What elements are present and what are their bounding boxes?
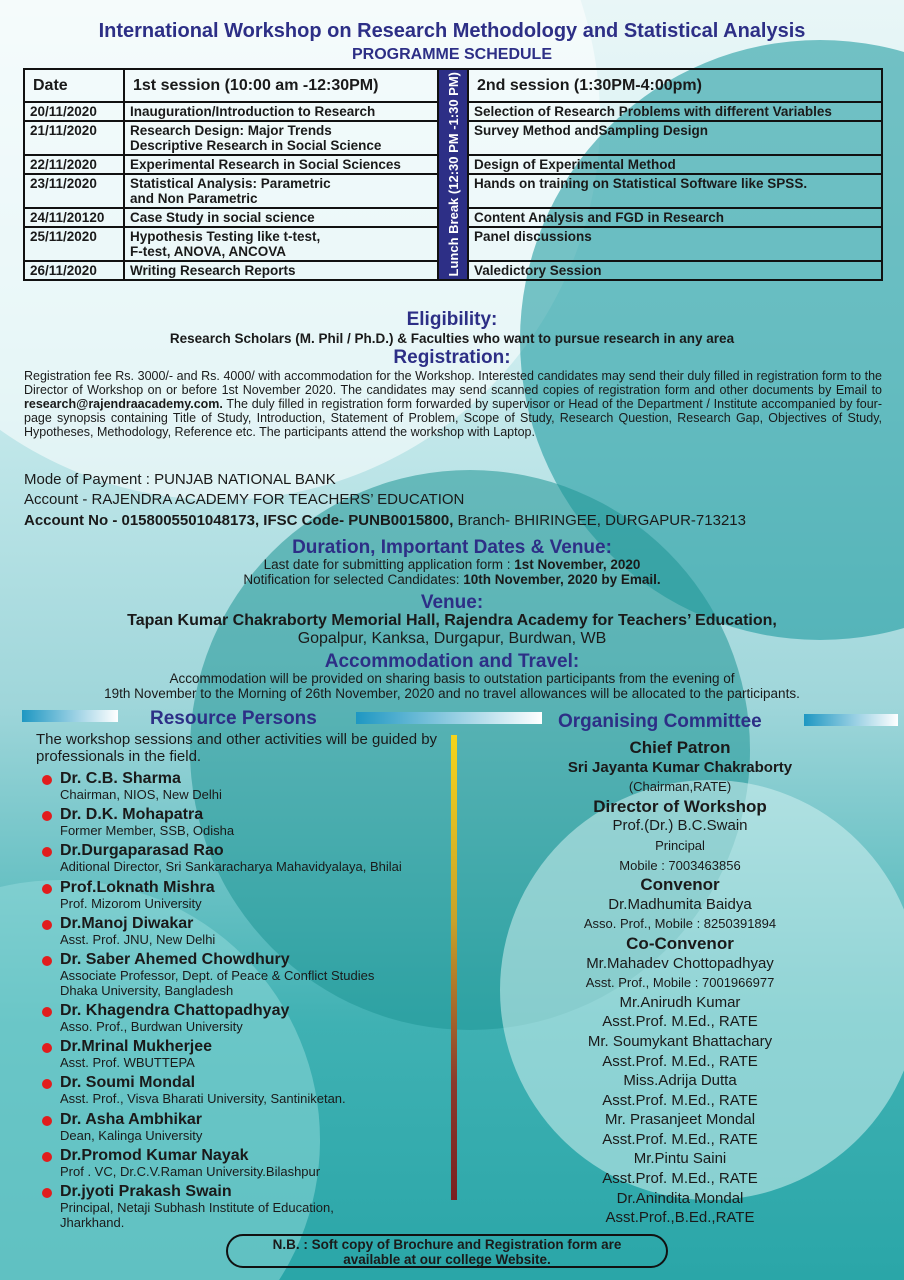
resource-person-designation: Chairman, NIOS, New Delhi [60, 787, 222, 802]
accommodation-line-1: Accommodation will be provided on sharing basis to outstation participants from the evening of [169, 671, 735, 686]
registration-email[interactable]: research@rajendraacademy.com. [24, 397, 223, 411]
resource-persons-list [40, 770, 460, 1234]
schedule-header-row [24, 69, 882, 102]
resource-person-designation: Asst. Prof. JNU, New Delhi [60, 931, 216, 947]
resource-intro: The workshop sessions and other activities will be guided by professionals in the field. [36, 731, 438, 765]
venue-heading: Venue: [420, 592, 484, 613]
session2-topic: Design of Experimental Method [468, 155, 882, 174]
bullet-icon [42, 1007, 52, 1017]
resource-person [40, 1111, 460, 1147]
payment-account-number: Account No - 0158005501048173, IFSC Code- PUNB0015800, Branch- BHIRINGEE, DURGAPUR-713213 [24, 512, 746, 529]
resource-person-name: Dr. Khagendra Chattopadhyay [60, 1001, 290, 1019]
resource-person-designation: Dean, Kalinga University [60, 1127, 203, 1143]
resource-person-name: Dr. Asha Ambhikar [60, 1110, 202, 1128]
resource-person-designation: Former Member, SSB, Odisha [60, 823, 235, 839]
accommodation-line-2: 19th November to the Morning of 26th November, 2020 and no travel allowances will be allocated to the participants. [104, 686, 800, 701]
resource-person-name: Dr.Mrinal Mukherjee [60, 1038, 213, 1056]
registration-heading: Registration: [393, 347, 511, 368]
resource-person [40, 879, 460, 915]
payment-mode: Mode of Payment : PUNJAB NATIONAL BANK [24, 471, 336, 488]
resource-person-designation: Prof . VC, Dr.C.V.Raman University.Bilashpur [60, 1163, 321, 1179]
last-date-line: Last date for submitting application form : 1st November, 2020 [263, 557, 641, 572]
committee-member-line: Miss.Adrija Dutta [623, 1072, 737, 1090]
committee-member-line: Asst.Prof.,B.Ed.,RATE [605, 1209, 755, 1227]
session1-topic: Statistical Analysis: Parametric and Non Parametric [124, 174, 438, 208]
session1-topic: Hypothesis Testing like t-test, F-test, ANOVA, ANCOVA [124, 227, 438, 261]
session2-topic: Valedictory Session [468, 261, 882, 280]
schedule-date: 21/11/2020 [24, 121, 124, 155]
committee-member-line: Sri Jayanta Kumar Chakraborty [567, 758, 793, 776]
resource-person [40, 770, 460, 806]
schedule-table [23, 68, 883, 281]
resource-person [40, 1147, 460, 1183]
resource-person [40, 842, 460, 878]
committee-member-line: Asst.Prof. M.Ed., RATE [602, 1130, 758, 1148]
registration-text: Registration fee Rs. 3000/- and Rs. 4000/ with accommodation for the Workshop. Interested candidates may send their duly filled in registration form to the Director of Workshop on or before 1st November 2020. The candidates may send scanned copies of registration form and other documents by Email to research@rajendraacademy.com. The duly filled in registration form forwarded by supervisor or Head of the Department / Institute accompanied by four-page synopsis containing Title of Study, Introduction, Statement of Problem, Scope of Study, Research Question, Research Gap, Objectives of Study, Hypotheses, Methodology, Reference etc. The participants attend the workshop with Laptop. [24, 369, 882, 439]
resource-person-name: Dr.Promod Kumar Nayak [60, 1146, 249, 1164]
session2-topic: Survey Method andSampling Design [468, 121, 882, 155]
accommodation-heading: Accommodation and Travel: [324, 651, 580, 672]
resource-persons-heading: Resource Persons [150, 708, 317, 729]
schedule-date: 22/11/2020 [24, 155, 124, 174]
resource-person-name: Prof.Loknath Mishra [60, 878, 215, 896]
note-line-2: available at our college Website. [343, 1252, 551, 1267]
committee-member-line: Mr.Anirudh Kumar [619, 993, 741, 1011]
committee-member-line: Dr.Madhumita Baidya [608, 895, 752, 913]
committee-member-line: Asst.Prof. M.Ed., RATE [602, 1170, 758, 1188]
committee-member-line: Principal [655, 837, 705, 853]
notification-line: Notification for selected Candidates: 10th November, 2020 by Email. [243, 572, 661, 587]
bullet-icon [42, 884, 52, 894]
lunch-break-label: Lunch Break (12:30 PM -1:30 PM) [445, 72, 461, 277]
session1-topic: Writing Research Reports [124, 261, 438, 280]
bullet-icon [42, 956, 52, 966]
committee-role: Convenor [640, 875, 720, 895]
resource-person [40, 951, 460, 1002]
committee-member-line: Asst.Prof. M.Ed., RATE [602, 1013, 758, 1031]
bullet-icon [42, 1152, 52, 1162]
bullet-icon [42, 1043, 52, 1053]
committee-member-line: Mr.Pintu Saini [633, 1150, 727, 1168]
bullet-icon [42, 1188, 52, 1198]
session2-topic: Content Analysis and FGD in Research [468, 208, 882, 227]
committee-member-line: Asso. Prof., Mobile : 8250391894 [583, 916, 777, 932]
resource-person-designation: Prof. Mizorom University [60, 895, 202, 911]
committee-member-line: Dr.Anindita Mondal [616, 1189, 744, 1207]
resource-person-name: Dr. Saber Ahemed Chowdhury [60, 950, 290, 968]
committee-member-line: Mr. Soumykant Bhattachary [587, 1032, 773, 1050]
note-box [226, 1234, 668, 1268]
resource-person-designation: Asso. Prof., Burdwan University [60, 1018, 243, 1034]
schedule-date: 26/11/2020 [24, 261, 124, 280]
resource-person [40, 1002, 460, 1038]
decorative-bar [356, 712, 542, 724]
bullet-icon [42, 775, 52, 785]
committee-list [500, 738, 860, 1228]
resource-person-designation: Asst. Prof., Visva Bharati University, Santiniketan. [60, 1091, 346, 1107]
resource-person [40, 1074, 460, 1110]
venue-line-1: Tapan Kumar Chakraborty Memorial Hall, Rajendra Academy for Teachers’ Education, [127, 612, 777, 629]
committee-member-line: Mr. Prasanjeet Mondal [604, 1111, 756, 1129]
venue-line-2: Gopalpur, Kanksa, Durgapur, Burdwan, WB [297, 630, 607, 647]
resource-person [40, 915, 460, 951]
resource-person-designation: Asst. Prof. WBUTTEPA [60, 1055, 195, 1071]
resource-person-name: Dr. D.K. Mohapatra [60, 806, 204, 824]
lunch-break-cell [438, 69, 468, 280]
schedule-date: 24/11/20120 [24, 208, 124, 227]
committee-member-line: Prof.(Dr.) B.C.Swain [612, 817, 748, 835]
resource-person-designation: Aditional Director, Sri Sankaracharya Mahavidyalaya, Bhilai [60, 859, 402, 875]
session1-topic: Inauguration/Introduction to Research [124, 102, 438, 121]
date-header: Date [24, 69, 124, 102]
resource-person-name: Dr.Durgaparasad Rao [60, 842, 224, 860]
committee-member-line: Mr.Mahadev Chottopadhyay [586, 954, 774, 972]
resource-person-designation: Principal, Netaji Subhash Institute of Education, Jharkhand. [60, 1199, 334, 1230]
committee-member-line: (Chairman,RATE) [628, 779, 732, 795]
decorative-bar [22, 710, 118, 722]
session1-topic: Experimental Research in Social Sciences [124, 155, 438, 174]
committee-role: Co-Convenor [626, 933, 734, 953]
session2-topic: Hands on training on Statistical Software like SPSS. [468, 174, 882, 208]
committee-member-line: Asst. Prof., Mobile : 7001966977 [585, 975, 775, 991]
bullet-icon [42, 1079, 52, 1089]
committee-role: Director of Workshop [593, 796, 767, 816]
schedule-date: 23/11/2020 [24, 174, 124, 208]
session1-topic: Case Study in social science [124, 208, 438, 227]
resource-person-name: Dr.Manoj Diwakar [60, 914, 194, 932]
resource-person-name: Dr. C.B. Sharma [60, 770, 181, 787]
resource-person-name: Dr. Soumi Mondal [60, 1074, 196, 1092]
bullet-icon [42, 920, 52, 930]
committee-member-line: Asst.Prof. M.Ed., RATE [602, 1091, 758, 1109]
session1-header: 1st session (10:00 am -12:30PM) [124, 69, 438, 102]
bullet-icon [42, 847, 52, 857]
decorative-bar [804, 714, 898, 726]
organising-committee-heading: Organising Committee [558, 711, 762, 732]
eligibility-text: Research Scholars (M. Phil / Ph.D.) & Faculties who want to pursue research in any area [169, 331, 735, 346]
committee-role: Chief Patron [629, 738, 731, 757]
session2-topic: Panel discussions [468, 227, 882, 261]
session2-header: 2nd session (1:30PM-4:00pm) [468, 69, 882, 102]
schedule-date: 20/11/2020 [24, 102, 124, 121]
payment-account: Account - RAJENDRA ACADEMY FOR TEACHERS’ EDUCATION [24, 491, 465, 508]
resource-person [40, 806, 460, 842]
page-title: International Workshop on Research Methodology and Statistical Analysis [98, 20, 806, 42]
page-subtitle: PROGRAMME SCHEDULE [351, 46, 552, 63]
session2-topic: Selection of Research Problems with different Variables [468, 102, 882, 121]
committee-member-line: Asst.Prof. M.Ed., RATE [602, 1052, 758, 1070]
note-line-1: N.B. : Soft copy of Brochure and Registration form are [272, 1237, 622, 1252]
resource-person-name: Dr.jyoti Prakash Swain [60, 1182, 232, 1200]
session1-topic: Research Design: Major Trends Descriptive Research in Social Science [124, 121, 438, 155]
bullet-icon [42, 1116, 52, 1126]
dates-heading: Duration, Important Dates & Venue: [292, 537, 612, 558]
schedule-date: 25/11/2020 [24, 227, 124, 261]
committee-member-line: Mobile : 7003463856 [619, 857, 741, 873]
bullet-icon [42, 811, 52, 821]
resource-person-designation: Associate Professor, Dept. of Peace & Conflict Studies Dhaka University, Bangladesh [60, 967, 375, 998]
resource-person [40, 1183, 460, 1234]
column-divider [451, 735, 457, 1200]
eligibility-heading: Eligibility: [406, 309, 498, 330]
resource-person [40, 1038, 460, 1074]
